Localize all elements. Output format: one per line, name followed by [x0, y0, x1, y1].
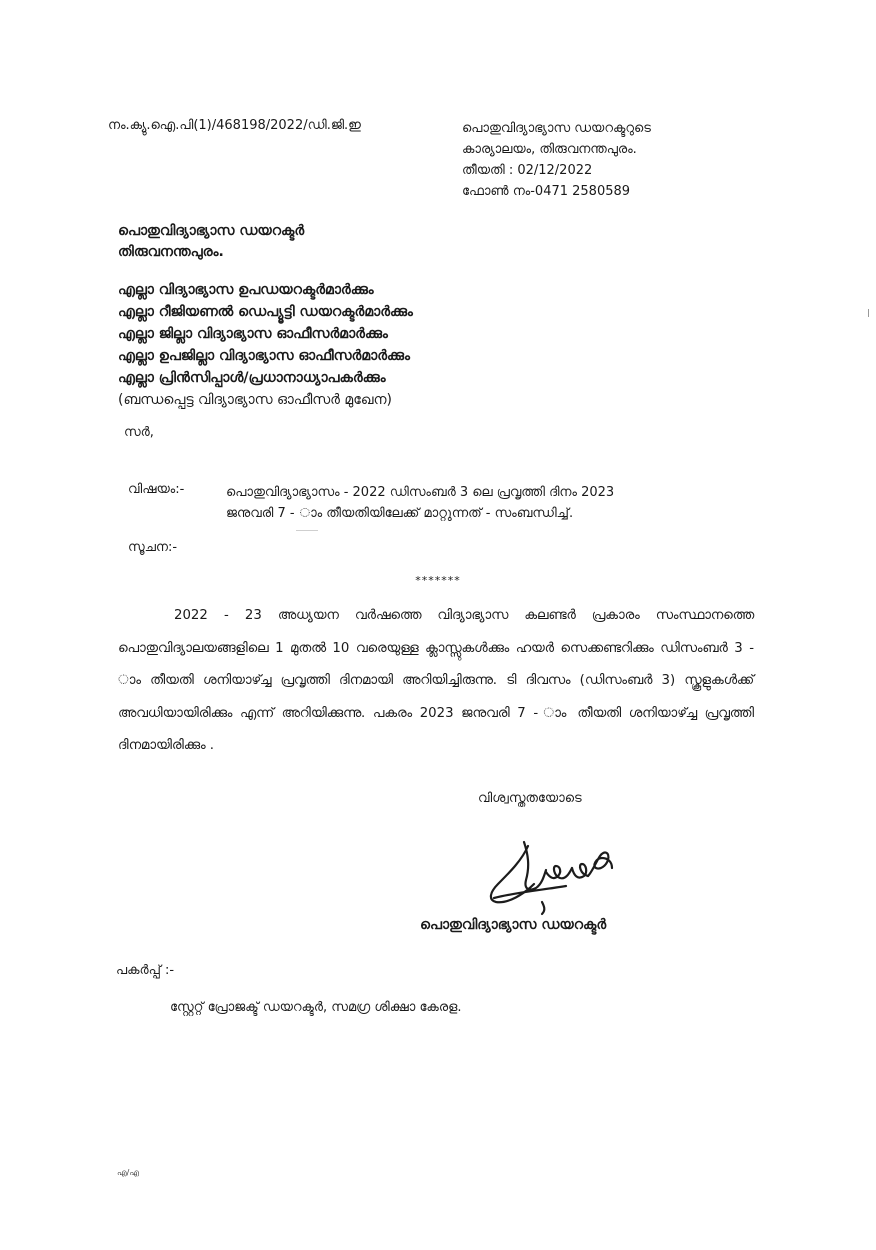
recipient-subdistrict-officers: എല്ലാ ഉപജില്ലാ വിദ്യാഭ്യാസ ഓഫീസർമാർക്കും	[118, 348, 410, 364]
recipient-block	[118, 279, 413, 411]
recipient-district-officers: എല്ലാ ജില്ലാ വിദ്യാഭ്യാസ ഓഫീസർമാർക്കും	[118, 326, 388, 342]
handwritten-signature	[484, 832, 634, 924]
closing-phrase: വിശ്വസ്തതയോടെ	[478, 791, 582, 806]
signatory-designation: പൊതുവിദ്യാഭ്യാസ ഡയറക്ടർ	[420, 917, 607, 933]
recipient-principals: എല്ലാ പ്രിൻസിപ്പാൾ/പ്രധാനാധ്യാപകർക്കും	[118, 370, 386, 386]
letter-date: തീയതി : 02/12/2022	[462, 163, 593, 178]
sender-location: തിരുവനന്തപുരം.	[118, 244, 224, 260]
scan-smudge	[296, 530, 318, 531]
office-name: പൊതുവിദ്യാഭ്യാസ ഡയറക്ടറുടെ	[462, 121, 651, 136]
subject-line-1: പൊതുവിദ്യാഭ്യാസം - 2022 ഡിസംബർ 3 ലെ പ്രവൃത്തി ദിനം 2023	[226, 485, 615, 500]
recipient-via-note: (ബന്ധപ്പെട്ട വിദ്യാഭ്യാസ ഓഫീസർ മുഖേന)	[118, 392, 392, 408]
subject-line-2: ജനുവരി 7 - ാം തീയതിയിലേക്ക് മാറ്റുന്നത് - സംബന്ധിച്ച്.	[226, 506, 574, 521]
office-address-block	[462, 118, 651, 202]
salutation: സർ,	[124, 425, 154, 440]
copy-recipient: സ്റ്റേറ്റ് പ്രോജക്ട് ഡയറക്ടർ, സമഗ്ര ശിക്ഷാ കേരള.	[170, 1000, 462, 1015]
reference-label: സൂചന:-	[128, 540, 178, 555]
sender-block	[118, 221, 304, 263]
phone-number: ഫോൺ നം-0471 2580589	[462, 184, 631, 199]
margin-mark	[868, 309, 872, 317]
copy-label: പകർപ്പ് :-	[116, 963, 175, 978]
subject-label: വിഷയം:-	[128, 482, 185, 497]
subject-text	[226, 482, 614, 524]
reference-number: നം.ക്യു.ഐ.പി(1)/468198/2022/ഡി.ജി.ഇ	[108, 118, 361, 133]
separator-stars: *******	[415, 574, 461, 587]
body-paragraph: 2022 - 23 അധ്യയന വർഷത്തെ വിദ്യാഭ്യാസ കലണ്ടർ പ്രകാരം സംസ്ഥാനത്തെ പൊതുവിദ്യാലയങ്ങളിലെ 1 മുതൽ 10 വരെയുള്ള ക്ലാസ്സുകൾക്കും ഹയർ സെക്കണ്ടറിക്കും ഡിസംബർ 3 - ാം തീയതി ശനിയാഴ്ച്ച പ്രവൃത്തി ദിനമായി അറിയിച്ചിരുന്നു. ടി ദിവസം (ഡിസംബർ 3) സ്കൂളുകൾക്ക് അവധിയായിരിക്കും എന്ന് അറിയിക്കുന്നു. പകരം 2023 ജനുവരി 7 - ാം തീയതി ശനിയാഴ്ച്ച പ്രവൃത്തി ദിനമായിരിക്കും .	[118, 608, 754, 753]
recipient-deputy-directors: എല്ലാ വിദ്യാഭ്യാസ ഉപഡയറക്ടർമാർക്കും	[118, 282, 374, 298]
sender-title: പൊതുവിദ്യാഭ്യാസ ഡയറക്ടർ	[118, 223, 305, 239]
footer-initials: എ/എ	[117, 1168, 139, 1177]
office-location: കാര്യാലയം, തിരുവനന്തപുരം.	[462, 142, 637, 157]
recipient-regional-deputy-directors: എല്ലാ റീജിയണൽ ഡെപ്യൂട്ടി ഡയറക്ടർമാർക്കും	[118, 304, 413, 320]
